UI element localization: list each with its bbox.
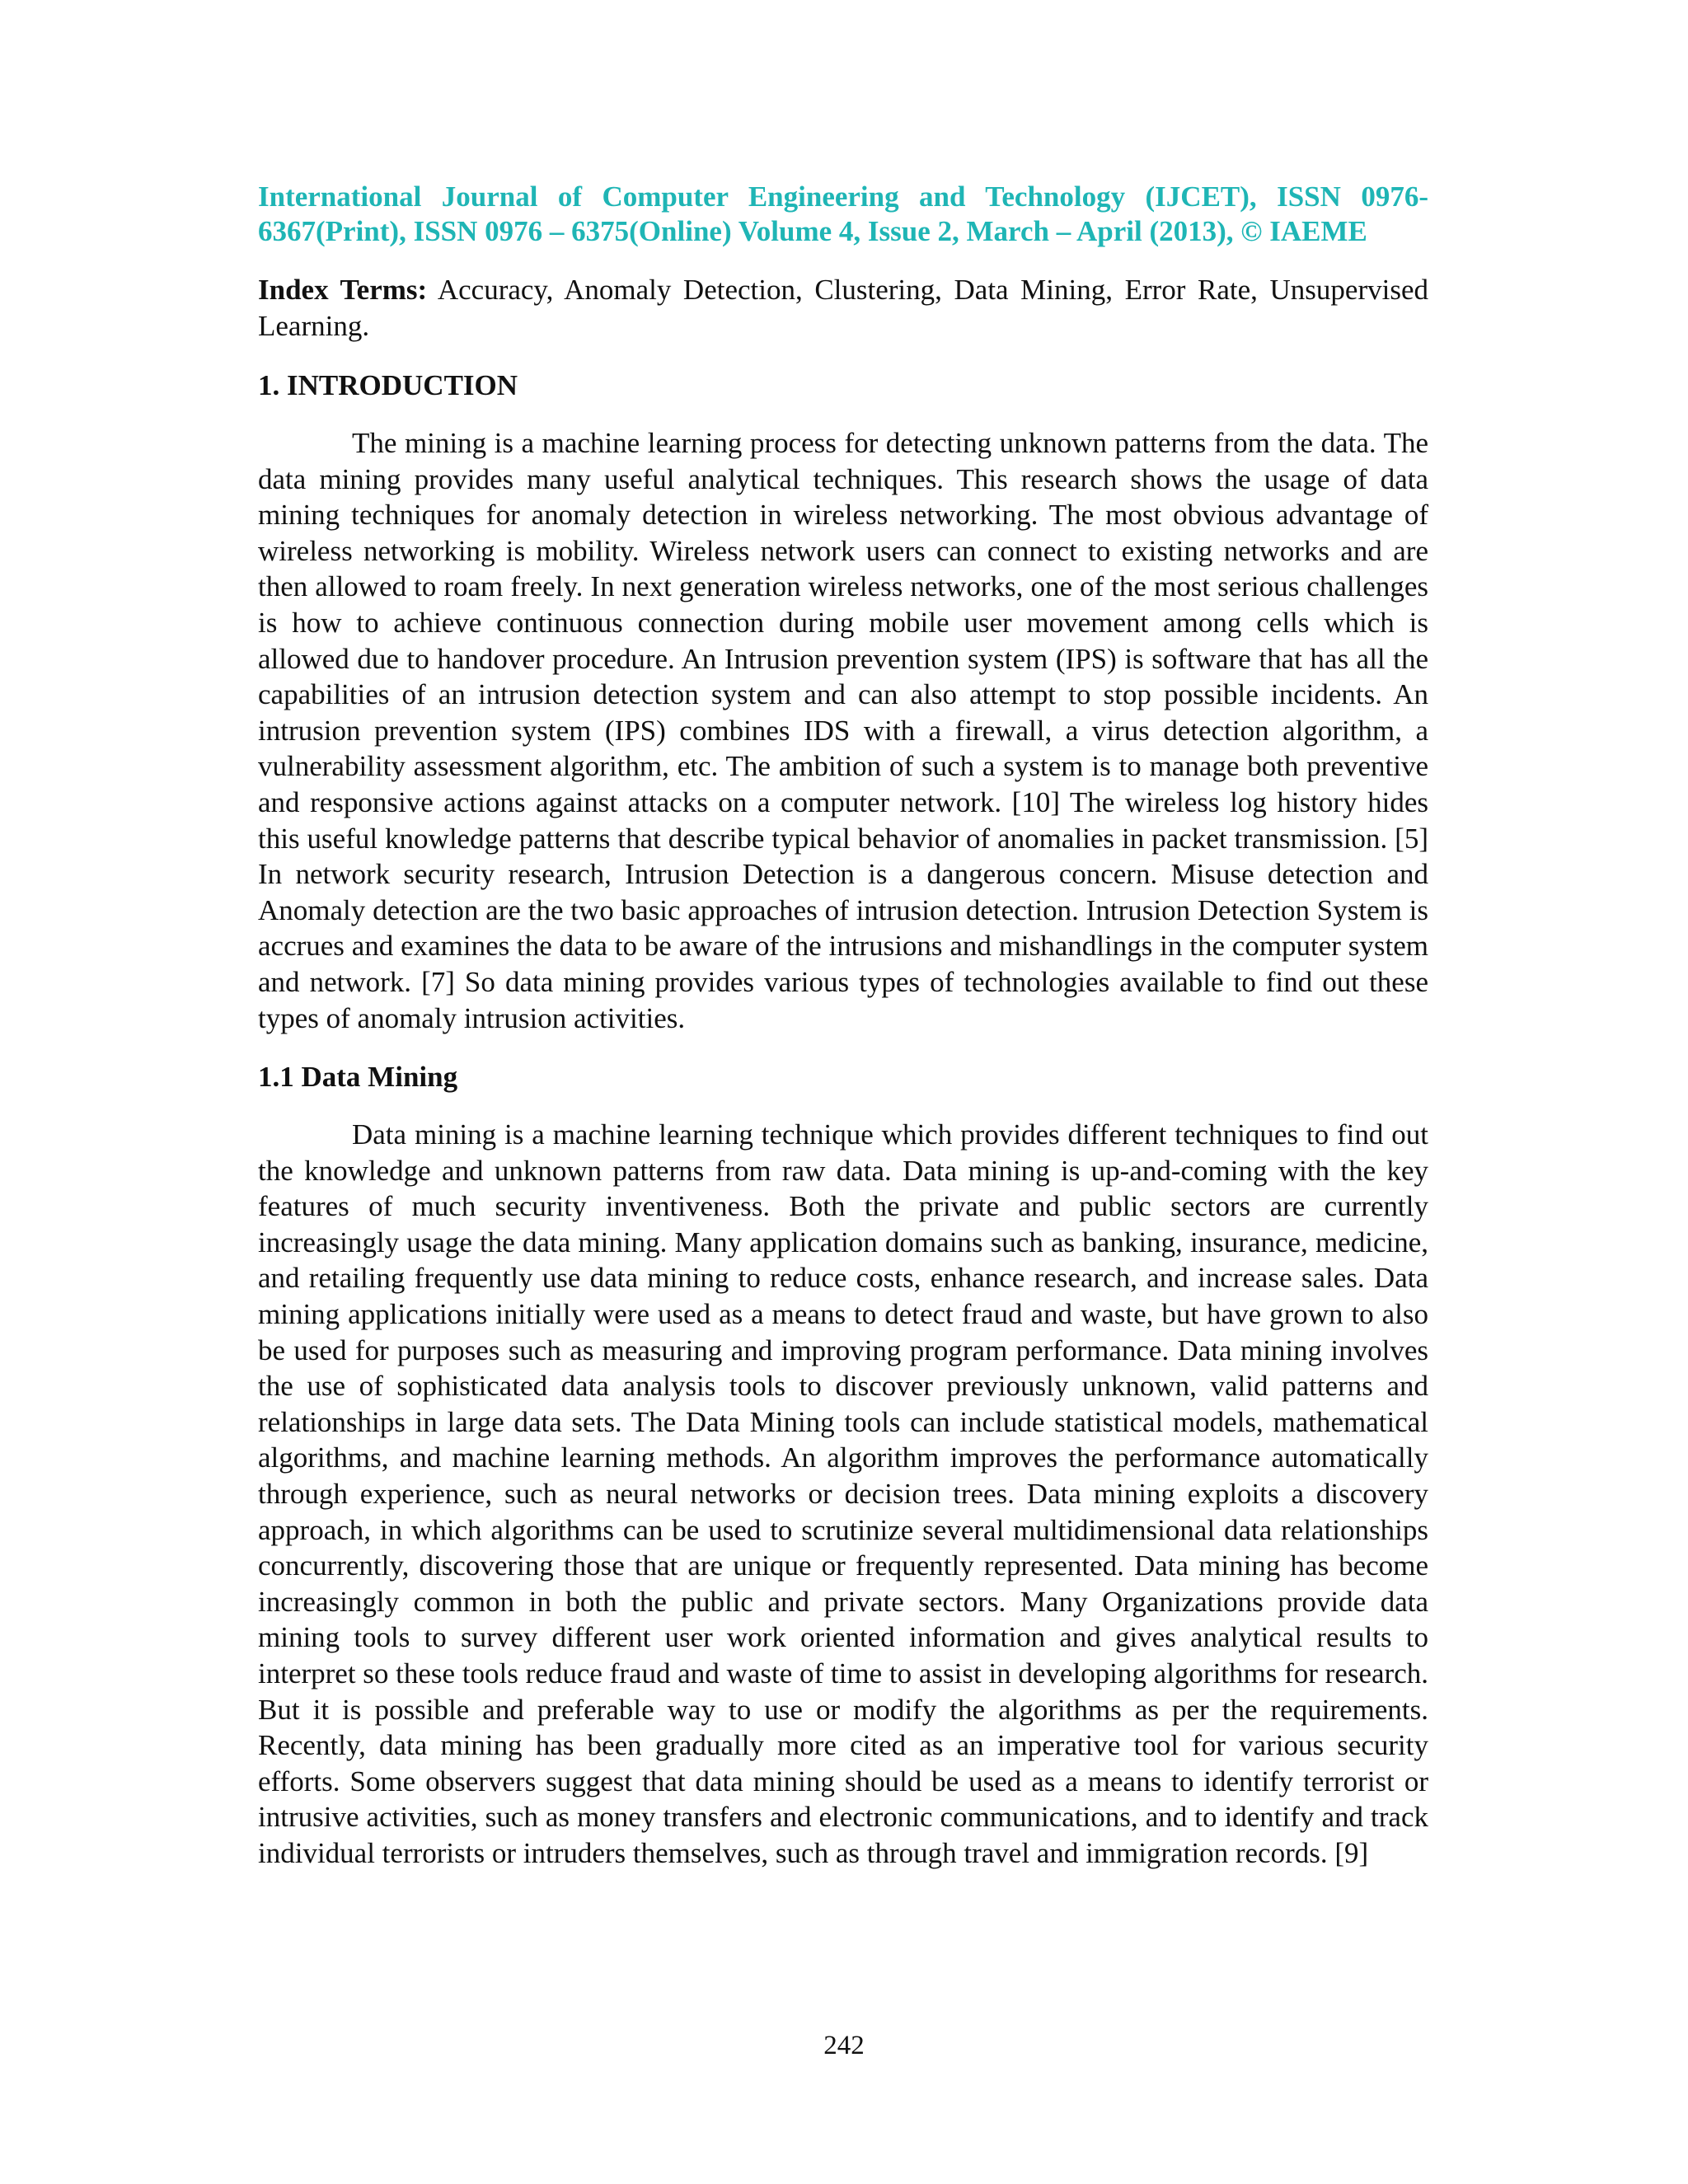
index-terms — [258, 272, 1428, 344]
introduction-heading: 1. INTRODUCTION — [258, 369, 518, 401]
introduction-paragraph: The mining is a machine learning process for detecting unknown patterns from the data. The data mining provides many useful analytical techniques. This research shows the usage of data mining techniques for anomaly detection in wireless networking. The most obvious advantage of wireless networking is mobility. Wireless network users can connect to existing networks and are then allowed to roam freely. In next generation wireless networks, one of the most serious challenges is how to achieve continuous connection during mobile user movement among cells which is allowed due to handover procedure. An Intrusion prevention system (IPS) is software that has all the capabilities of an intrusion detection system and can also attempt to stop possible incidents. An intrusion prevention system (IPS) combines IDS with a firewall, a virus detection algorithm, a vulnerability assessment algorithm, etc. The ambition of such a system is to manage both preventive and responsive actions against attacks on a computer network. [10] The wireless log history hides this useful knowledge patterns that describe typical behavior of anomalies in packet transmission. [5] In network security research, Intrusion Detection is a dangerous concern. Misuse detection and Anomaly detection are the two basic approaches of intrusion detection. Intrusion Detection System is accrues and examines the data to be aware of the intrusions and mishandlings in the computer system and network. [7] So data mining provides various types of technologies available to find out these types of anomaly intrusion activities. — [258, 427, 1428, 1034]
data-mining-heading: 1.1 Data Mining — [258, 1061, 458, 1094]
data-mining-paragraph: Data mining is a machine learning technique which provides different techniques to find out the knowledge and unknown patterns from raw data. Data mining is up-and-coming with the key features of much security inventiveness. Both the private and public sectors are currently increasingly usage the data mining. Many application domains such as banking, insurance, medicine, and retailing frequently use data mining to reduce costs, enhance research, and increase sales. Data mining applications initially were used as a means to detect fraud and waste, but have grown to also be used for purposes such as measuring and improving program performance. Data mining involves the use of sophisticated data analysis tools to discover previously unknown, valid patterns and relationships in large data sets. The Data Mining tools can include statistical models, mathematical algorithms, and machine learning methods. An algorithm improves the performance automatically through experience, such as neural networks or decision trees. Data mining exploits a discovery approach, in which algorithms can be used to scrutinize several multidimensional data relationships concurrently, discovering those that are unique or frequently represented. Data mining has become increasingly common in both the public and private sectors. Many Organizations provide data mining tools to survey different user work oriented information and gives analytical results to interpret so these tools reduce fraud and waste of time to assist in developing algorithms for research. But it is possible and preferable way to use or modify the algorithms as per the requirements. Recently, data mining has been gradually more cited as an imperative tool for various security efforts. Some observers suggest that data mining should be used as a means to identify terrorist or intrusive activities, such as money transfers and electronic communications, and to identify and track individual terrorists or intruders themselves, such as through travel and immigration records. [9] — [258, 1118, 1428, 1869]
paper-page — [258, 180, 1428, 1895]
index-terms-text: Accuracy, Anomaly Detection, Clustering, Data Mining, Error Rate, Unsupervised Learning. — [258, 274, 1428, 342]
index-terms-label: Index Terms: — [258, 274, 428, 306]
journal-header: International Journal of Computer Engineering and Technology (IJCET), ISSN 0976-6367(Print), ISSN 0976 – 6375(Online) Volume 4, Issue 2, March – April (2013), © IAEME — [258, 180, 1428, 247]
page-number: 242 — [823, 2031, 865, 2060]
